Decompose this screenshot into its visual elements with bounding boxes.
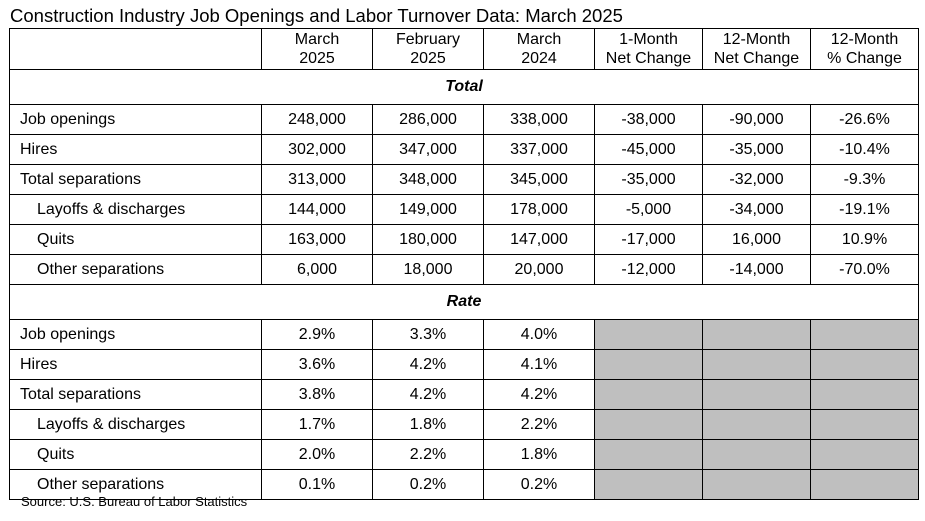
cell-value: 0.2% [373, 470, 484, 500]
shaded-empty-cell [703, 410, 811, 440]
cell-value: -17,000 [595, 225, 703, 255]
cell-value: -70.0% [811, 255, 919, 285]
table-row [10, 320, 919, 350]
row-label: Hires [10, 135, 262, 165]
cell-value: -9.3% [811, 165, 919, 195]
cell-value: -45,000 [595, 135, 703, 165]
cell-value: 4.0% [484, 320, 595, 350]
section-title: Total [10, 70, 919, 105]
source-note: Source: U.S. Bureau of Labor Statistics [21, 494, 248, 509]
shaded-empty-cell [703, 350, 811, 380]
cell-value: 144,000 [262, 195, 373, 225]
cell-value: 286,000 [373, 105, 484, 135]
table-row [10, 410, 919, 440]
cell-value: 347,000 [373, 135, 484, 165]
cell-value: 2.2% [484, 410, 595, 440]
cell-value: 6,000 [262, 255, 373, 285]
shaded-empty-cell [595, 440, 703, 470]
column-header: March 2025 [262, 29, 373, 70]
cell-value: 313,000 [262, 165, 373, 195]
column-header: 12-Month Net Change [703, 29, 811, 70]
row-label: Layoffs & discharges [10, 195, 262, 225]
cell-value: 178,000 [484, 195, 595, 225]
cell-value: 16,000 [703, 225, 811, 255]
cell-value: -5,000 [595, 195, 703, 225]
shaded-empty-cell [811, 470, 919, 500]
cell-value: -19.1% [811, 195, 919, 225]
table-row [10, 380, 919, 410]
cell-value: 337,000 [484, 135, 595, 165]
cell-value: 18,000 [373, 255, 484, 285]
shaded-empty-cell [811, 380, 919, 410]
header-corner [10, 29, 262, 70]
cell-value: 180,000 [373, 225, 484, 255]
cell-value: 163,000 [262, 225, 373, 255]
row-label: Job openings [10, 105, 262, 135]
shaded-empty-cell [811, 410, 919, 440]
table-row [10, 255, 919, 285]
cell-value: -10.4% [811, 135, 919, 165]
table-row [10, 440, 919, 470]
table-row [10, 165, 919, 195]
row-label: Total separations [10, 380, 262, 410]
cell-value: -12,000 [595, 255, 703, 285]
cell-value: 2.2% [373, 440, 484, 470]
shaded-empty-cell [595, 320, 703, 350]
cell-value: 338,000 [484, 105, 595, 135]
cell-value: 1.8% [484, 440, 595, 470]
cell-value: 4.2% [373, 350, 484, 380]
cell-value: -34,000 [703, 195, 811, 225]
cell-value: 0.2% [484, 470, 595, 500]
cell-value: 3.6% [262, 350, 373, 380]
cell-value: 20,000 [484, 255, 595, 285]
table-row [10, 350, 919, 380]
cell-value: -90,000 [703, 105, 811, 135]
cell-value: -14,000 [703, 255, 811, 285]
cell-value: 248,000 [262, 105, 373, 135]
row-label: Layoffs & discharges [10, 410, 262, 440]
table-title: Construction Industry Job Openings and Labor Turnover Data: March 2025 [10, 5, 623, 26]
section-header-total [10, 70, 919, 105]
section-title: Rate [10, 285, 919, 320]
table-row [10, 105, 919, 135]
shaded-empty-cell [595, 380, 703, 410]
row-label: Quits [10, 225, 262, 255]
cell-value: 149,000 [373, 195, 484, 225]
cell-value: 348,000 [373, 165, 484, 195]
table-row [10, 225, 919, 255]
cell-value: 3.3% [373, 320, 484, 350]
row-label: Job openings [10, 320, 262, 350]
cell-value: 4.1% [484, 350, 595, 380]
cell-value: -35,000 [703, 135, 811, 165]
cell-value: -38,000 [595, 105, 703, 135]
cell-value: 10.9% [811, 225, 919, 255]
cell-value: 3.8% [262, 380, 373, 410]
cell-value: -35,000 [595, 165, 703, 195]
cell-value: -26.6% [811, 105, 919, 135]
header-row [10, 29, 919, 70]
row-label: Hires [10, 350, 262, 380]
column-header: 1-Month Net Change [595, 29, 703, 70]
shaded-empty-cell [703, 320, 811, 350]
cell-value: 1.8% [373, 410, 484, 440]
shaded-empty-cell [811, 320, 919, 350]
shaded-empty-cell [595, 470, 703, 500]
cell-value: 345,000 [484, 165, 595, 195]
column-header: February 2025 [373, 29, 484, 70]
shaded-empty-cell [703, 380, 811, 410]
row-label: Other separations [10, 255, 262, 285]
cell-value: 302,000 [262, 135, 373, 165]
shaded-empty-cell [703, 440, 811, 470]
cell-value: 147,000 [484, 225, 595, 255]
cell-value: 2.0% [262, 440, 373, 470]
cell-value: 1.7% [262, 410, 373, 440]
column-header: 12-Month % Change [811, 29, 919, 70]
table-row [10, 135, 919, 165]
row-label: Total separations [10, 165, 262, 195]
cell-value: 4.2% [373, 380, 484, 410]
cell-value: 2.9% [262, 320, 373, 350]
shaded-empty-cell [811, 440, 919, 470]
shaded-empty-cell [811, 350, 919, 380]
shaded-empty-cell [595, 350, 703, 380]
shaded-empty-cell [595, 410, 703, 440]
row-label: Quits [10, 440, 262, 470]
shaded-empty-cell [703, 470, 811, 500]
cell-value: 4.2% [484, 380, 595, 410]
table-row [10, 195, 919, 225]
cell-value: -32,000 [703, 165, 811, 195]
jolts-table [9, 28, 919, 500]
row-label: Other separations [10, 470, 262, 500]
cell-value: 0.1% [262, 470, 373, 500]
column-header: March 2024 [484, 29, 595, 70]
section-header-rate [10, 285, 919, 320]
